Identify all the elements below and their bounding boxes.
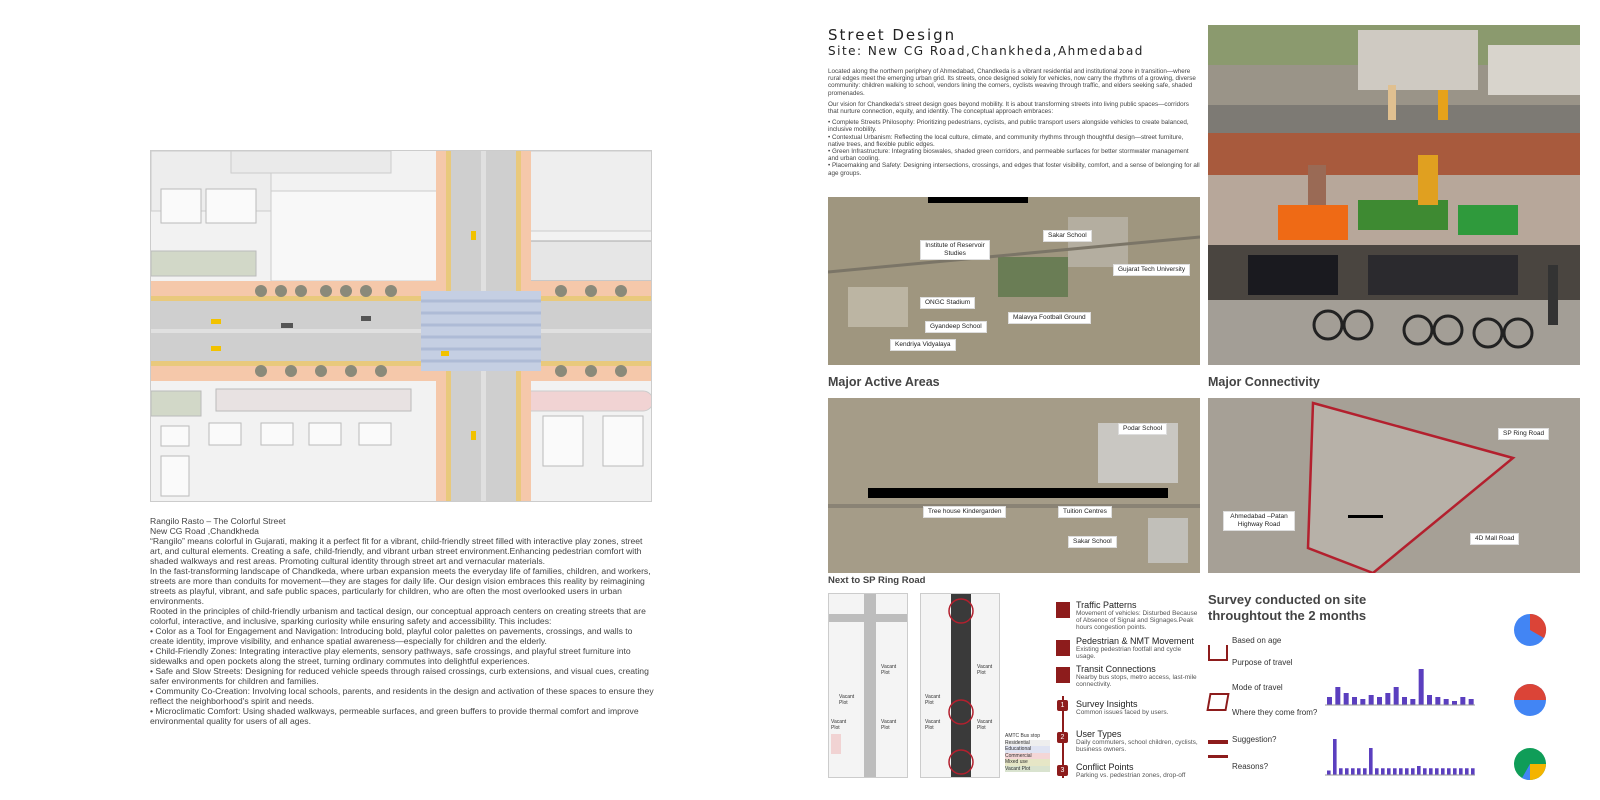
survey-bar <box>1369 748 1373 775</box>
survey-bar-chart <box>1325 665 1480 710</box>
map-texture <box>828 197 1200 365</box>
survey-bar <box>1435 697 1440 705</box>
legend-commercial: Commercial <box>1005 753 1050 760</box>
legend-vacant: Vacant Plot <box>1005 766 1050 773</box>
survey-bar <box>1333 739 1337 775</box>
survey-title-line: throughtout the 2 months <box>1208 608 1367 623</box>
analysis-text: Daily commuters, school children, cyclists, business owners. <box>1076 739 1198 753</box>
survey-bar <box>1469 699 1474 705</box>
survey-bar <box>1459 768 1463 775</box>
survey-item: Purpose of travel <box>1232 658 1293 667</box>
caption-bullet: • Color as a Tool for Engagement and Navigation: Introducing bold, playful color palettes on pavements, crossings, and walls to create identity, improve visibility, and enhance spatial awareness—especially for children and the elderly. <box>150 626 633 646</box>
active-areas-map <box>828 398 1200 573</box>
analysis-item <box>1076 763 1201 779</box>
vacant-plot-label: Vacant Plot <box>839 694 855 706</box>
survey-bar <box>1335 687 1340 705</box>
intro-bullet: • Contextual Urbanism: Reflecting the local culture, climate, and community rhythms through thoughtful design—street furniture, native trees, and flexible public edges. <box>828 133 1184 148</box>
analysis-text: Movement of vehicles: Disturbed Because of Absence of Signal and Signages.Peak hours congestion points. <box>1076 610 1198 631</box>
analysis-heading: Survey Insights <box>1076 699 1138 709</box>
survey-bar <box>1423 768 1427 775</box>
survey-item: Reasons? <box>1232 762 1269 771</box>
analysis-heading: Conflict Points <box>1076 762 1134 772</box>
legend-bus-stop: AMTC Bus stop <box>1005 733 1041 739</box>
survey-item: Mode of travel <box>1232 683 1283 692</box>
survey-bar <box>1429 768 1433 775</box>
survey-bar <box>1363 768 1367 775</box>
survey-bar <box>1357 768 1361 775</box>
map-label: ONGC Stadium <box>920 297 975 309</box>
survey-bar <box>1435 768 1439 775</box>
map-label: Ahmedabad –Patan Highway Road <box>1223 511 1295 531</box>
intro-paragraph: Located along the northern periphery of Ahmedabad, Chandkeda is a vibrant residential and institutional zone in transition—where rural edges meet the emerging urban grid. Its streets, once designed solely for vehicles, now carry the rhythms of a growing, diverse community: children walking to school, vendors lining the corners, cyclists weaving through traffic, and elders seeking safe, shaded promenades. <box>828 68 1196 97</box>
survey-bar <box>1410 699 1415 705</box>
legend-mixed-use: Mixed use <box>1005 759 1050 766</box>
section-title-next: Next to SP Ring Road <box>828 575 926 586</box>
vacant-plot-label: Vacant Plot <box>881 664 897 676</box>
caption-location: New CG Road ,Chandkheda <box>150 526 259 536</box>
home-icon <box>1208 645 1228 661</box>
survey-item: Suggestion? <box>1232 735 1277 744</box>
site-photos <box>1208 25 1580 365</box>
section-title-connectivity: Major Connectivity <box>1208 375 1320 389</box>
survey-bar <box>1351 768 1355 775</box>
caption-title: Rangilo Rasto – The Colorful Street <box>150 516 286 526</box>
site-title: Site: New CG Road,Chankheda,Ahmedabad <box>828 44 1144 58</box>
analysis-item <box>1076 700 1201 716</box>
survey-bar <box>1393 768 1397 775</box>
survey-bar <box>1381 768 1385 775</box>
caption-bullet: • Community Co-Creation: Involving local schools, parents, and residents in the design and activation of these spaces to ensure they reflect the neighborhood's spirit and needs. <box>150 686 654 706</box>
intro-bullet: • Complete Streets Philosophy: Prioritizing pedestrians, cyclists, and public transport users alongside vehicles to create balanced, inclusive mobility. <box>828 119 1189 134</box>
legend-educational: Educational <box>1005 746 1050 753</box>
map-label: 4D Mall Road <box>1470 533 1519 545</box>
map-label: SP Ring Road <box>1498 428 1549 440</box>
survey-bar <box>1465 768 1469 775</box>
section-title-active-areas: Major Active Areas <box>828 375 940 389</box>
street-diagram-after <box>920 593 1000 778</box>
survey-bar <box>1453 768 1457 775</box>
survey-bar <box>1375 768 1379 775</box>
map-label: Gyandeep School <box>925 321 987 333</box>
intro-bullet: • Green Infrastructure: Integrating bioswales, shaded green corridors, and permeable surfaces for better stormwater management and urban cooling. <box>828 148 1189 163</box>
map-label: Kendriya Vidyalaya <box>890 339 956 351</box>
survey-bar <box>1352 697 1357 705</box>
survey-bar <box>1460 697 1465 705</box>
survey-bar <box>1344 693 1349 705</box>
map-label: Sakar School <box>1068 536 1117 548</box>
analysis-text: Existing pedestrian footfall and cycle usage. <box>1076 646 1182 660</box>
survey-bar <box>1327 697 1332 705</box>
vacant-plot-label: Vacant Plot <box>881 719 897 731</box>
design-caption <box>150 516 655 726</box>
site-context-map <box>828 197 1200 365</box>
analysis-text: Parking vs. pedestrian zones, drop-off <box>1076 772 1186 779</box>
street-diagram-before <box>828 593 908 778</box>
survey-bar <box>1402 697 1407 705</box>
caption-paragraph: “Rangilo” means colorful in Gujarati, making it a perfect fit for a vibrant, child-friendly street filled with interactive play zones, street art, and cultural elements. Creating a safe, child-friendly, and vibrant urban street environment.Enhancing pedestrian comfort with shaded walkways and rest areas. Promoting cultural identity through street art and vernacular materials. <box>150 536 643 566</box>
survey-bar <box>1385 693 1390 705</box>
vacant-plot-label: Vacant Plot <box>831 719 847 731</box>
vacant-plot-label: Vacant Plot <box>977 719 993 731</box>
analysis-item <box>1076 730 1201 753</box>
survey-bar <box>1427 695 1432 705</box>
intro-bullet: • Placemaking and Safety: Designing intersections, crossings, and edges that foster visibility, comfort, and a sense of belonging for all age groups. <box>828 162 1200 177</box>
flag-icon <box>1056 640 1070 656</box>
map-label: Tuition Centres <box>1058 506 1112 518</box>
vacant-plot-label: Vacant Plot <box>925 694 941 706</box>
survey-title <box>1208 592 1366 624</box>
survey-pie-chart <box>1510 744 1550 784</box>
step-number: 2 <box>1057 732 1068 743</box>
survey-bar <box>1387 768 1391 775</box>
survey-bar <box>1417 766 1421 775</box>
legend-residential: Residential <box>1005 740 1050 747</box>
flag-icon <box>1056 667 1070 683</box>
survey-bar <box>1411 768 1415 775</box>
map-label: Tree house Kindergarden <box>923 506 1006 518</box>
survey-bar <box>1441 768 1445 775</box>
diagram-svg <box>829 594 908 778</box>
step-number: 1 <box>1057 700 1068 711</box>
analysis-item <box>1076 601 1201 631</box>
intro-paragraph: Our vision for Chandkeda's street design goes beyond mobility. It is about transforming streets into living public spaces—corridors that nurture connection, equity, and identity. The conceptual approach embraces: <box>828 100 1189 116</box>
survey-bar <box>1339 768 1343 775</box>
survey-bar <box>1360 699 1365 705</box>
map-label: Malavya Football Ground <box>1008 312 1091 324</box>
survey-title-line: Survey conducted on site <box>1208 592 1367 607</box>
flag-icon <box>1056 602 1070 618</box>
survey-bar-chart <box>1325 735 1480 780</box>
diagram-svg <box>921 594 1000 778</box>
caption-paragraph: In the fast-transforming landscape of Chandkeda, where urban expansion meets the everyday life of families, children, and workers, streets are more than conduits for movement—they are stages for daily life. Our design vision embraces this reality by reimagining streets as playful, vibrant, and safe public spaces, particularly for children, who are often the most overlooked users in urban environments. <box>150 566 651 606</box>
survey-bar <box>1452 701 1457 705</box>
survey-bar <box>1394 687 1399 705</box>
analysis-text: Nearby bus stops, metro access, last-mile connectivity. <box>1076 674 1197 688</box>
survey-item: Based on age <box>1232 636 1282 645</box>
survey-bar <box>1405 768 1409 775</box>
caption-bullet: • Child-Friendly Zones: Integrating interactive play elements, sensory pathways, safe crossings, and playful street furniture into sidewalks and open pockets along the street, turning ordinary commutes into delightful experiences. <box>150 646 631 666</box>
survey-bar <box>1377 697 1382 705</box>
vacant-plot-label: Vacant Plot <box>925 719 941 731</box>
survey-bar <box>1471 768 1475 775</box>
survey-bar <box>1444 699 1449 705</box>
survey-bar <box>1447 768 1451 775</box>
analysis-heading: Traffic Patterns <box>1076 600 1137 610</box>
analysis-heading: User Types <box>1076 729 1122 739</box>
caption-paragraph: Rooted in the principles of child-friendly urbanism and tactical design, our conceptual approach centers on creating streets that are colorful, interactive, and inclusive, sparking curiosity while ensuring safety and accessibility. This includes: <box>150 606 646 626</box>
intro-text <box>828 68 1200 177</box>
analysis-heading: Pedestrian & NMT Movement <box>1076 636 1194 646</box>
survey-bar <box>1345 768 1349 775</box>
survey-pie-chart <box>1510 680 1550 720</box>
analysis-item <box>1076 665 1201 688</box>
survey-bar <box>1419 669 1424 705</box>
survey-item: Where they come from? <box>1232 708 1318 717</box>
map-label: Podar School <box>1118 423 1167 435</box>
map-label: Gujarat Tech University <box>1113 264 1190 276</box>
caption-bullet: • Safe and Slow Streets: Designing for reduced vehicle speeds through raised crossings, curb extensions, and visual cues, creating safer environments for children and families. <box>150 666 649 686</box>
survey-bar <box>1399 768 1403 775</box>
map-texture <box>1208 398 1580 573</box>
map-label: Sakar School <box>1043 230 1092 242</box>
institution-icon <box>1208 740 1228 758</box>
analysis-text: Common issues faced by users. <box>1076 709 1169 716</box>
analysis-heading: Transit Connections <box>1076 664 1156 674</box>
survey-bar <box>1369 695 1374 705</box>
step-number: 3 <box>1057 765 1068 776</box>
survey-bar <box>1327 771 1331 776</box>
diagram-legend <box>1005 733 1050 772</box>
plan-svg <box>151 151 652 502</box>
analysis-item <box>1076 637 1201 660</box>
transport-icon <box>1206 693 1229 711</box>
photo-collage <box>1208 25 1580 365</box>
map-label: Institute of Reservoir Studies <box>920 240 990 260</box>
page-title: Street Design <box>828 26 957 44</box>
connectivity-map <box>1208 398 1580 573</box>
street-plan-drawing <box>150 150 652 502</box>
survey-pie-chart <box>1510 610 1550 650</box>
vacant-plot-label: Vacant Plot <box>977 664 993 676</box>
caption-bullet: • Microclimatic Comfort: Using shaded walkways, permeable surfaces, and green buffers to provide thermal comfort and improve environmental quality for users of all ages. <box>150 706 639 726</box>
